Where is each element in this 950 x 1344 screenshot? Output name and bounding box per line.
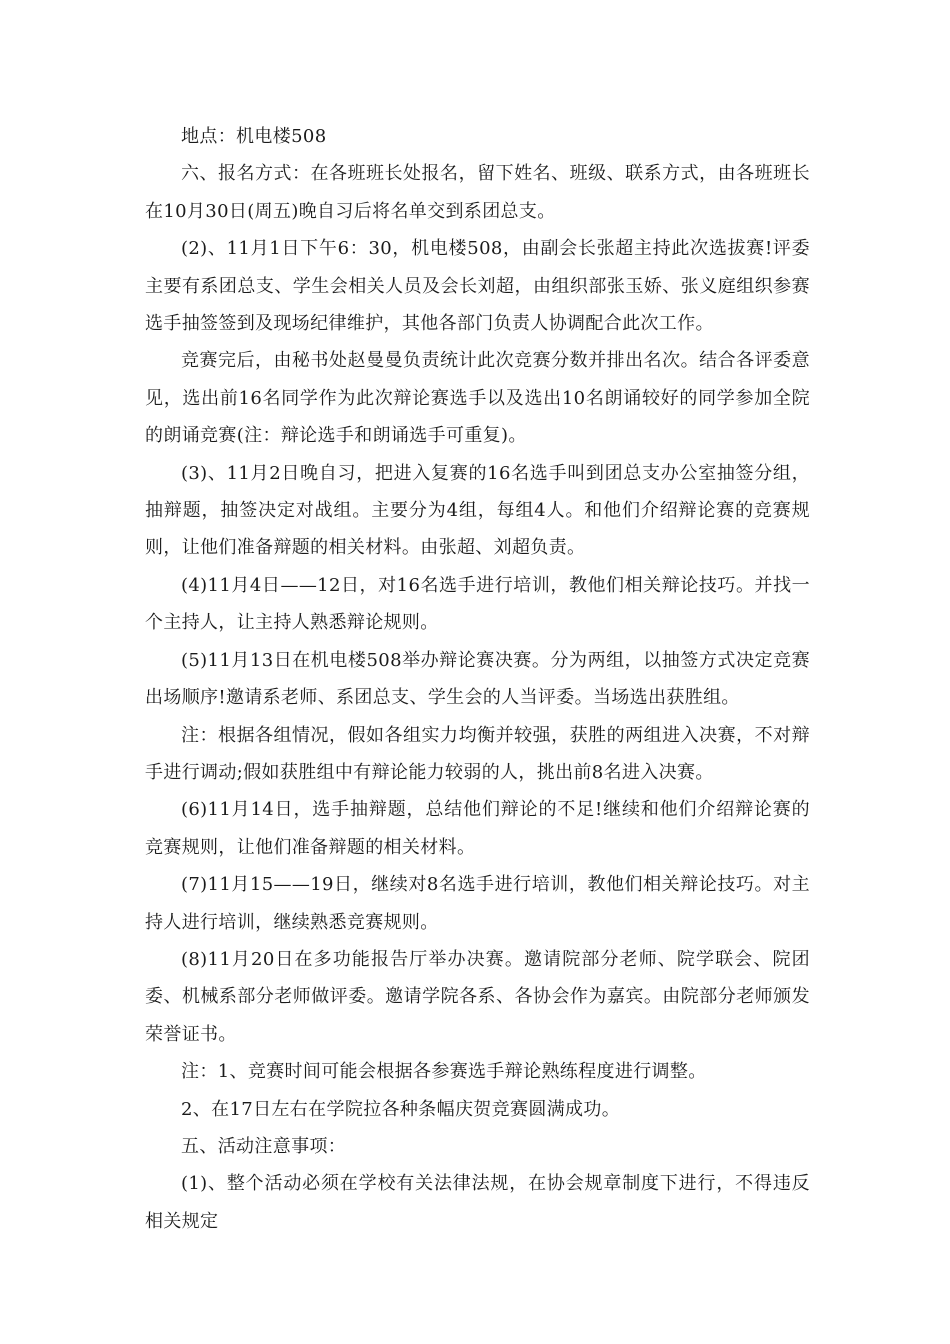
paragraph-note-2: 2、在17日左右在学院拉各种条幅庆贺竞赛圆满成功。 (181, 1098, 621, 1120)
paragraph-after-competition: 竞赛完后，由秘书处赵曼曼负责统计此次竞赛分数并排出名次。结合各评委意见，选出前16名同学作为此次辩论赛选手以及选出10名朗诵较好的同学参加全院的朗诵竞赛(注：辩论选手和朗诵选手可重复)。 (145, 350, 810, 447)
paragraph-step-3: (3)、11月2日晚自习，把进入复赛的16名选手叫到团总支办公室抽签分组，抽辩题，抽签决定对战组。主要分为4组，每组4人。和他们介绍辩论赛的竞赛规则，让他们准备辩题的相关材料。由张超、刘超负责。 (145, 462, 810, 559)
paragraph-registration-method: 六、报名方式：在各班班长处报名，留下姓名、班级、联系方式，由各班班长在10月30日(周五)晚自习后将名单交到系团总支。 (145, 163, 810, 222)
paragraph-precaution-1: (1)、整个活动必须在学校有关法律法规，在协会规章制度下进行，不得违反相关规定 (145, 1173, 810, 1232)
paragraph-step-7: (7)11月15——19日，继续对8名选手进行培训，教他们相关辩论技巧。对主持人进行培训，继续熟悉竞赛规则。 (145, 874, 810, 933)
paragraph-note-groups: 注：根据各组情况，假如各组实力均衡并较强，获胜的两组进入决赛，不对辩手进行调动;假如获胜组中有辩论能力较弱的人，挑出前8名进入决赛。 (145, 724, 810, 783)
paragraph-step-6: (6)11月14日，选手抽辩题，总结他们辩论的不足!继续和他们介绍辩论赛的竞赛规则，让他们准备辩题的相关材料。 (145, 799, 810, 858)
paragraph-section-five-heading: 五、活动注意事项： (181, 1135, 347, 1157)
paragraph-step-5: (5)11月13日在机电楼508举办辩论赛决赛。分为两组，以抽签方式决定竞赛出场顺序!邀请系老师、系团总支、学生会的人当评委。当场选出获胜组。 (145, 649, 810, 709)
paragraph-step-4: (4)11月4日——12日，对16名选手进行培训，教他们相关辩论技巧。并找一个主持人，让主持人熟悉辩论规则。 (145, 574, 810, 634)
document-body (145, 118, 810, 1240)
paragraph-step-8: (8)11月20日在多功能报告厅举办决赛。邀请院部分老师、院学联会、院团委、机械系部分老师做评委。邀请学院各系、各协会作为嘉宾。由院部分老师颁发荣誉证书。 (145, 948, 810, 1045)
paragraph-step-2: (2)、11月1日下午6：30，机电楼508，由副会长张超主持此次选拔赛!评委主要有系团总支、学生会相关人员及会长刘超，由组织部张玉娇、张义庭组织参赛选手抽签签到及现场纪律维护，其他各部门负责人协调配合此次工作。 (145, 238, 810, 335)
paragraph-location: 地点：机电楼508 (181, 126, 327, 147)
paragraph-note-1: 注：1、竞赛时间可能会根据各参赛选手辩论熟练程度进行调整。 (181, 1061, 707, 1083)
